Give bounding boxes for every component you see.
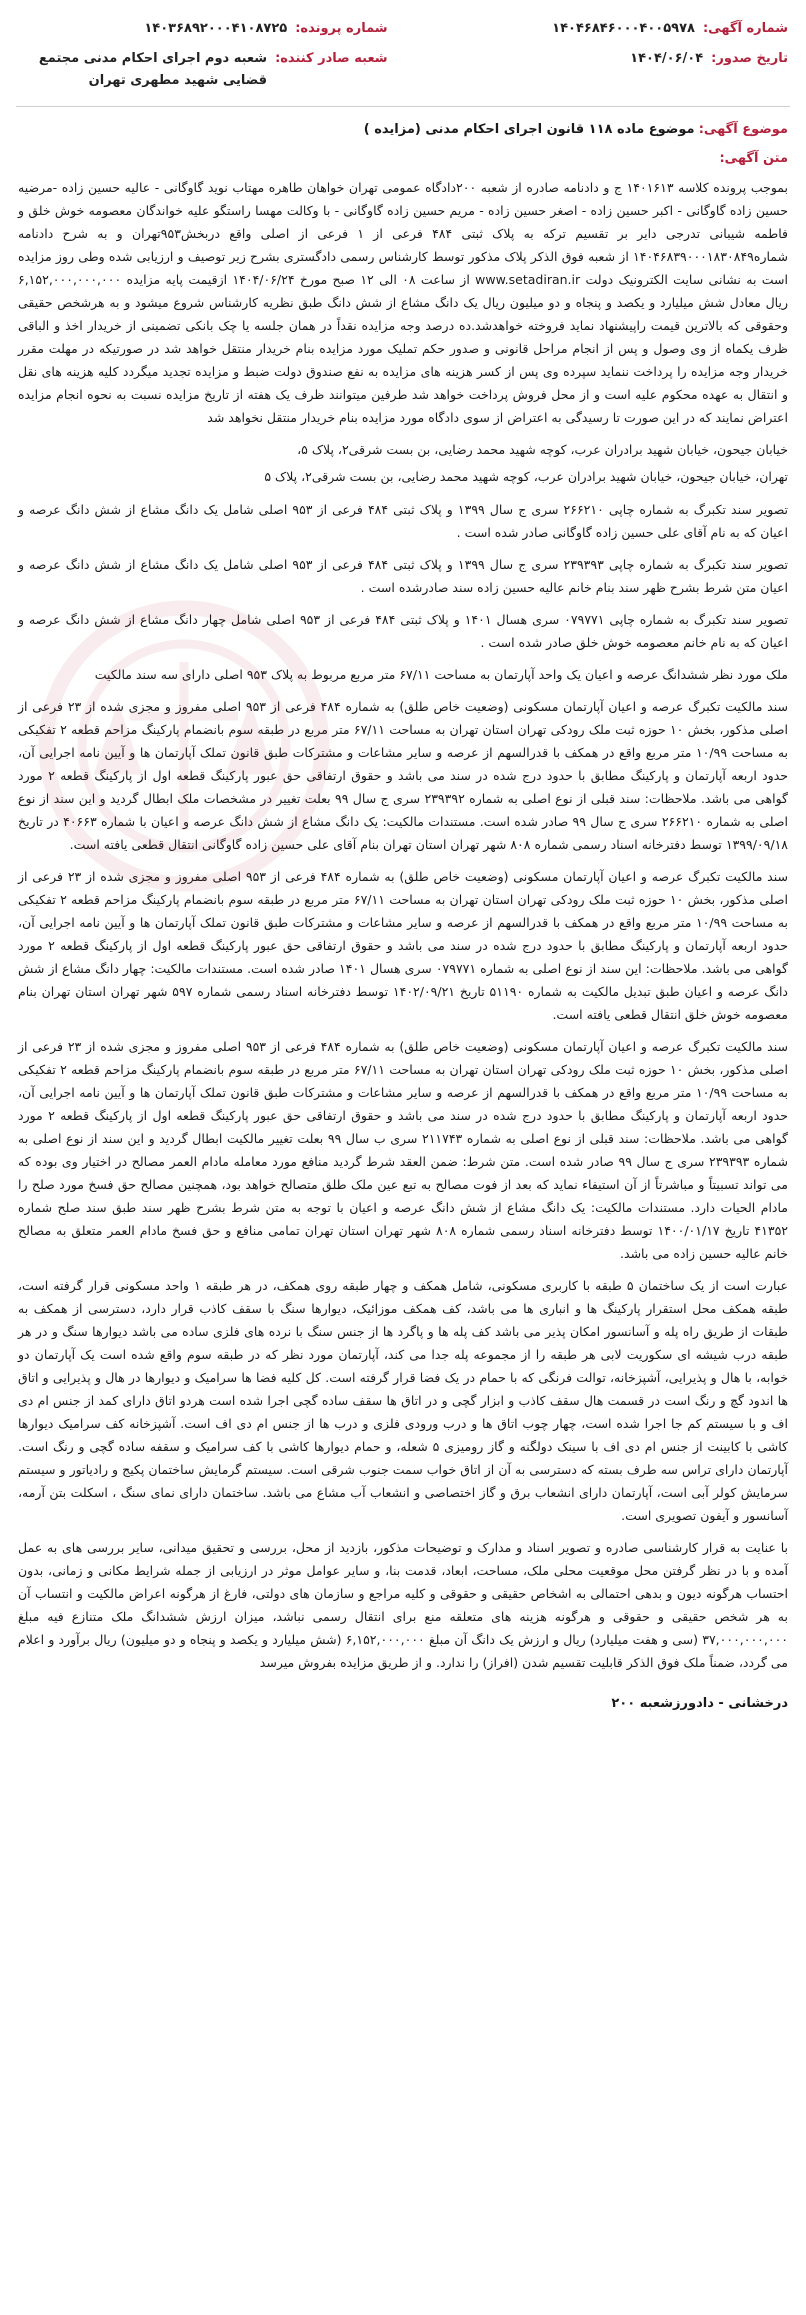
deed-detail-paragraph-1: سند مالکیت تکبرگ عرصه و اعیان آپارتمان مسکونی (وضعیت خاص طلق) به شماره ۴۸۴ فرعی از ۹۵۳ اصلی مفروز و مجزی شده از ۲۳ فرعی از اصلی مذکور، بخش ۱۰ حوزه ثبت ملک رودکی تهران استان تهران به مساحت ۶۷/۱۱ متر مربع در طبقه سوم بانضمام پارکینگ مزاحم قطعه ۲ تفکیکی به مساحت ۱۰/۹۹ متر مربع واقع در همکف با قدرالسهم از عرصه و سایر مشاعات و مشترکات طبق قانون تملک آپارتمان ها و آیین نامه اجرایی آن، حدود اربعه آپارتمان و پارکینگ مطابق با حدود درج شده در سند می باشد و حقوق ارتفاقی حق عبور پارکینگ قطعه اول از پارکینگ قطعه ۲ مورد گواهی می باشد. ملاحظات: سند قبلی از نوع اصلی به شماره ۲۳۹۳۹۲ سری ج سال ۹۹ بعلت تغییر در مشخصات ملک ابطال گردید و این سند از نوع اصلی به شماره ۲۶۶۲۱۰ سری ج سال ۹۹ صادر شده است. مستندات مالکیت: یک دانگ مشاع از شش دانگ عرصه و اعیان با شماره ۴۰۶۶۳ در تاریخ ۱۳۹۹/۰۹/۱۸ توسط دفترخانه اسناد رسمی شماره ۸۰۸ شهر تهران استان تهران بنام آقای علی حسین زاده گاوگانی انتقال قطعی یافته است.	[18, 699, 789, 852]
meta-row-2	[16, 44, 790, 96]
deed-paragraph-1: تصویر سند تکبرگ به شماره چاپی ۲۶۶۲۱۰ سری ج سال ۱۳۹۹ و پلاک ثبتی ۴۸۴ فرعی از ۹۵۳ اصلی شامل یک دانگ مشاع از شش دانگ عرصه و اعیان که به نام آقای علی حسین زاده گاوگانی صادر شده است .	[18, 502, 789, 540]
notice-page	[16, 14, 790, 1711]
subject-label: موضوع آگهی:	[698, 122, 788, 137]
deed-paragraph-2: تصویر سند تکبرگ به شماره چاپی ۲۳۹۳۹۳ سری ج سال ۱۳۹۹ و پلاک ثبتی ۴۸۴ فرعی از ۹۵۳ اصلی شامل یک دانگ مشاع از شش دانگ عرصه و اعیان متن شرط بشرح ظهر سند بنام خانم عالیه حسین زاده سند صادرشده است .	[18, 557, 789, 595]
ad-number-label: شماره آگهی:	[702, 21, 788, 36]
issuer-value: شعبه دوم اجرای احکام مدنی مجتمع قضایی شهید مطهری تهران	[38, 51, 268, 88]
address-line-1: خیابان جیحون، خیابان شهید برادران عرب، کوچه شهید محمد رضایی، بن بست شرقی۲، پلاک ۵،	[297, 442, 788, 457]
deed-detail-paragraph-2: سند مالکیت تکبرگ عرصه و اعیان آپارتمان مسکونی (وضعیت خاص طلق) به شماره ۴۸۴ فرعی از ۹۵۳ اصلی مفروز و مجزی شده از ۲۳ فرعی از اصلی مذکور، بخش ۱۰ حوزه ثبت ملک رودکی تهران استان تهران به مساحت ۶۷/۱۱ متر مربع در طبقه سوم بانضمام پارکینگ مزاحم قطعه ۲ تفکیکی به مساحت ۱۰/۹۹ متر مربع واقع در همکف با قدرالسهم از عرصه و سایر مشاعات و مشترکات طبق قانون تملک آپارتمان ها و آیین نامه اجرایی آن، حدود اربعه آپارتمان و پارکینگ مطابق با حدود درج شده در سند می باشد و حقوق ارتفاقی حق عبور پارکینگ قطعه اول از پارکینگ قطعه ۲ مورد گواهی می باشد. ملاحظات: این سند از نوع اصلی به شماره ۰۷۹۷۷۱ سری هسال ۱۴۰۱ صادر شده است. مستندات مالکیت: چهار دانگ مشاع از شش دانگ عرصه و اعیان طبق تبدیل مالکیت به شماره ۵۱۱۹۰ تاریخ ۱۴۰۲/۰۹/۲۱ توسط دفترخانه اسناد رسمی شماره ۵۹۷ شهر تهران استان تهران بنام معصومه خوش خلق انتقال قطعی یافته است.	[18, 869, 789, 1022]
address-line-2: تهران، خیابان جیحون، خیابان شهید برادران عرب، کوچه شهید محمد رضایی، بن بست شرقی۲، پلاک ۵	[264, 469, 788, 484]
case-number-value: ۱۴۰۳۶۸۹۲۰۰۰۴۱۰۸۷۲۵	[144, 21, 288, 36]
meta-row-1	[16, 14, 790, 44]
deed-detail-paragraph-3: سند مالکیت تکبرگ عرصه و اعیان آپارتمان مسکونی (وضعیت خاص طلق) به شماره ۴۸۴ فرعی از ۹۵۳ اصلی مفروز و مجزی شده از ۲۳ فرعی از اصلی مذکور، بخش ۱۰ حوزه ثبت ملک رودکی تهران استان تهران به مساحت ۶۷/۱۱ متر مربع در طبقه سوم بانضمام پارکینگ مزاحم قطعه ۲ تفکیکی به مساحت ۱۰/۹۹ متر مربع واقع در همکف با قدرالسهم از عرصه و سایر مشاعات و مشترکات طبق قانون تملک آپارتمان ها و آیین نامه اجرایی آن، حدود اربعه آپارتمان و پارکینگ مطابق با حدود درج شده در سند می باشد و حقوق ارتفاقی حق عبور پارکینگ قطعه اول از پارکینگ قطعه ۲ مورد گواهی می باشد. ملاحظات: سند قبلی از نوع اصلی به شماره ۲۱۱۷۴۳ سری ب سال ۹۹ بعلت تغییر مالکیت ابطال گردید و این سند از نوع اصلی به شماره ۲۳۹۳۹۳ سری ج سال ۹۹ صادر شده است. متن شرط: ضمن العقد شرط گردید منافع مورد معامله مادام العمر مصالح در اختیار وی بوده که می تواند تسبیتاً و مباشرتاً از آن استیفاء نماید که بعد از فوت مصالح به تبع عین ملک طلق متصالح خواهد بود، همچنین مصالح حق فسخ مورد صلح را مادام الحیات دارد. مستندات مالکیت: یک دانگ مشاع از شش دانگ عرصه و اعیان با توجه به متن شرط بشرح ظهر سند طبق سند صلح شماره ۴۱۳۵۲ تاریخ ۱۴۰۰/۰۱/۱۷ توسط دفترخانه اسناد رسمی شماره ۸۰۸ شهر تهران استان تهران تمامی منافع و حق فسخ مادام العمر متعلق به مصالح خانم عالیه حسین زاده می باشد.	[18, 1039, 789, 1261]
intro-paragraph: بموجب پرونده کلاسه ۱۴۰۱۶۱۳ ج و دادنامه صادره از شعبه ۲۰۰دادگاه عمومی تهران خواهان طاهره مهتاب نوید گاوگانی - عالیه حسین زاده -مرضیه حسین زاده گاوگانی - اکبر حسین زاده - اصغر حسین زاده - مریم حسین زاده گاوگانی - با وکالت مهسا راستگو علیه خواندگان معصومه خوش خلق و فاطمه شیبانی تدرجی دایر بر تقسیم ترکه به پلاک ثبتی ۴۸۴ فرعی از ۱ فرعی از اصلی واقع دربخش۹۵۳تهران و به شرح دادنامه شماره۱۴۰۴۶۸۳۹۰۰۰۱۸۳۰۸۴۹ از شعبه فوق الذکر پلاک مذکور توسط کارشناس رسمی دادگستری بشرح زیر توصیف و ارزیابی شده وطی روز مزایده است به نشانی سایت الکترونیک دولت www.setadiran.ir از ساعت ۰۸ الی ۱۲ صبح مورخ ۱۴۰۴/۰۶/۲۴ ازقیمت پایه مزایده ۶,۱۵۲,۰۰۰,۰۰۰,۰۰۰ ریال معادل شش میلیارد و یکصد و پنجاه و دو میلیون ریال یک دانگ مشاع از شش دانگ طبق نظریه کارشناس شروع میشود و به هرشخص حقیقی وحقوقی که بالاترین قیمت راپیشنهاد نماید فروخته خواهدشد.ده درصد وجه مزایده نقداً در همان جلسه یا چک بانکی تضمینی از خریدار اخذ و الباقی ظرف یکماه از وی وصول و پس از انجام مراحل قانونی و صدور حکم تملیک مورد مزایده بنام خریدار منتقل خواهد شد در صورتیکه در مهلت مقرر خریدار وجه مزایده را پرداخت ننماید سپرده وی پس از کسر هزینه های مزایده به نفع صندوق دولت ضبط و مزایده تجدید میگردد کلیه هزینه های نقل و انتقال به عهده محکوم علیه است و از محل فروش پرداخت خواهد شد طرفین میتوانند ظرف یک هفته از تاریخ مزایده نسبت به نحوه انجام مزایده اعتراض نمایند که در این صورت تا رسیدگی به اعتراض از سوی دادگاه مورد مزایده بنام خریدار منتقل نخواهد شد	[18, 180, 788, 425]
deed-paragraph-3: تصویر سند تکبرگ به شماره چاپی ۰۷۹۷۷۱ سری هسال ۱۴۰۱ و پلاک ثبتی ۴۸۴ فرعی از ۹۵۳ اصلی شامل چهار دانگ مشاع از شش دانگ عرصه و اعیان که به نام خانم معصومه خوش خلق صادر شده است .	[18, 612, 788, 650]
building-description-paragraph: عبارت است از یک ساختمان ۵ طبقه با کاربری مسکونی، شامل همکف و چهار طبقه روی همکف، در هر طبقه ۱ واحد مسکونی قرار گرفته است، طبقه همکف محل استقرار پارکینگ ها و انباری ها می باشد، کف همکف موزائیک، دیوارها سنگ با سقف کاذب قرار دارد، دسترسی از همکف به طبقات از طریق راه پله و آسانسور امکان پذیر می باشد کف پله ها و پاگرد ها از جنس سنگ با نرده های فلزی ساده می باشد دیوارها سنگ و در هر طبقه درب شیشه ای سکوریت لابی هر طبقه را از مجموعه پله جدا می کند، آپارتمان مورد نظر که در طبقه سوم واقع شده است یک آپارتمان دو خوابه، با هال و پذیرایی، آشپزخانه، توالت فرنگی که با حمام در یک فضا قرار گرفته است. کل کلیه فضا ها سرامیک و دیوارها در هال و پذیرایی و اتاق ها اندود گچ و رنگ است در قسمت هال سقف کاذب و ابزار گچی و در اتاق ها سقف ساده گچی اجرا شده است هردو اتاق دارای کمد از جنس ام دی اف و با سیستم کم جا اجرا شده است، چهار چوب اتاق ها و درب ورودی فلزی و درب ها از جنس ام دی اف است. آشپزخانه کف سرامیک دیوارها کاشی با کابینت از جنس ام دی اف با سینک دولگنه و گاز رومیزی ۵ شعله، و حمام دیوارها کاشی با کف سرامیک و سقفه ساده گچی و رنگ است. آپارتمان دارای تراس سه طرف بسته که دسترسی به آن از اتاق خواب سمت جنوب شرقی است. سیستم گرمایش ساختمان پکیج و رادیاتور و سیستم سرمایش کولر آبی است، آپارتمان دارای انشعاب برق و گاز اختصاصی و انشعاب آب مشاع می باشد. ساختمان دارای نمای سنگ ، اسکلت بتن آرمه، آسانسور و آیفون تصویری است.	[18, 1278, 789, 1523]
ad-number-field	[418, 18, 788, 40]
issue-date-field	[418, 48, 788, 70]
subject-value: موضوع ماده ۱۱۸ قانون اجرای احکام مدنی (مزایده )	[363, 122, 695, 137]
issuer-field	[18, 48, 388, 92]
issue-date-value: ۱۴۰۴/۰۶/۰۴	[630, 51, 704, 66]
issue-date-label: تاریخ صدور:	[711, 51, 788, 66]
property-summary-paragraph: ملک مورد نظر ششدانگ عرصه و اعیان یک واحد آپارتمان به مساحت ۶۷/۱۱ متر مربع مربوط به پلاک ۹۵۳ اصلی دارای سه سند مالکیت	[94, 667, 788, 682]
notice-body	[16, 176, 790, 1711]
header-divider	[16, 106, 790, 107]
subject-row	[16, 117, 790, 143]
body-label: متن آگهی:	[719, 151, 788, 166]
signature: درخشانی - دادورزشعبه ۲۰۰	[611, 1696, 788, 1711]
valuation-paragraph: با عنایت به قرار کارشناسی صادره و تصویر اسناد و مدارک و توضیحات مذکور، بازدید از محل، بررسی و تحقیق میدانی، سایر بررسی های به عمل آمده و با در نظر گرفتن محل موقعیت محلی ملک، مساحت، ابعاد، قدمت بنا، و سایر عوامل موثر در ارزیابی از جمله شرایط مکانی و زمانی، بدون احتساب هرگونه دیون و بدهی احتمالی به اشخاص حقیقی و حقوقی و کلیه مراجع و سازمان های دولتی، فارغ از هرگونه اعراض مالکیت و انتساب آن به هر شخص حقیقی و حقوقی و هرگونه هزینه های متعلقه منع برای انتقال رسمی نباشد، میزان ارزش ششدانگ ملک متنازع فیه مبلغ ۳۷,۰۰۰,۰۰۰,۰۰۰ (سی و هفت میلیارد) ریال و ارزش یک دانگ آن مبلغ ۶,۱۵۲,۰۰۰,۰۰۰ (شش میلیارد و یکصد و پنجاه و دو میلیون) ریال برآورد و اعلام می گردد، ضمناً ملک فوق الذکر قابلیت تقسیم شدن (افراز) را ندارد. و از طریق مزایده بفروش میرسد	[18, 1540, 789, 1670]
issuer-label: شعبه صادر کننده:	[275, 51, 388, 66]
ad-number-value: ۱۴۰۴۶۸۴۶۰۰۰۴۰۰۵۹۷۸	[552, 21, 695, 36]
case-number-label: شماره پرونده:	[295, 21, 388, 36]
case-number-field	[18, 18, 388, 40]
